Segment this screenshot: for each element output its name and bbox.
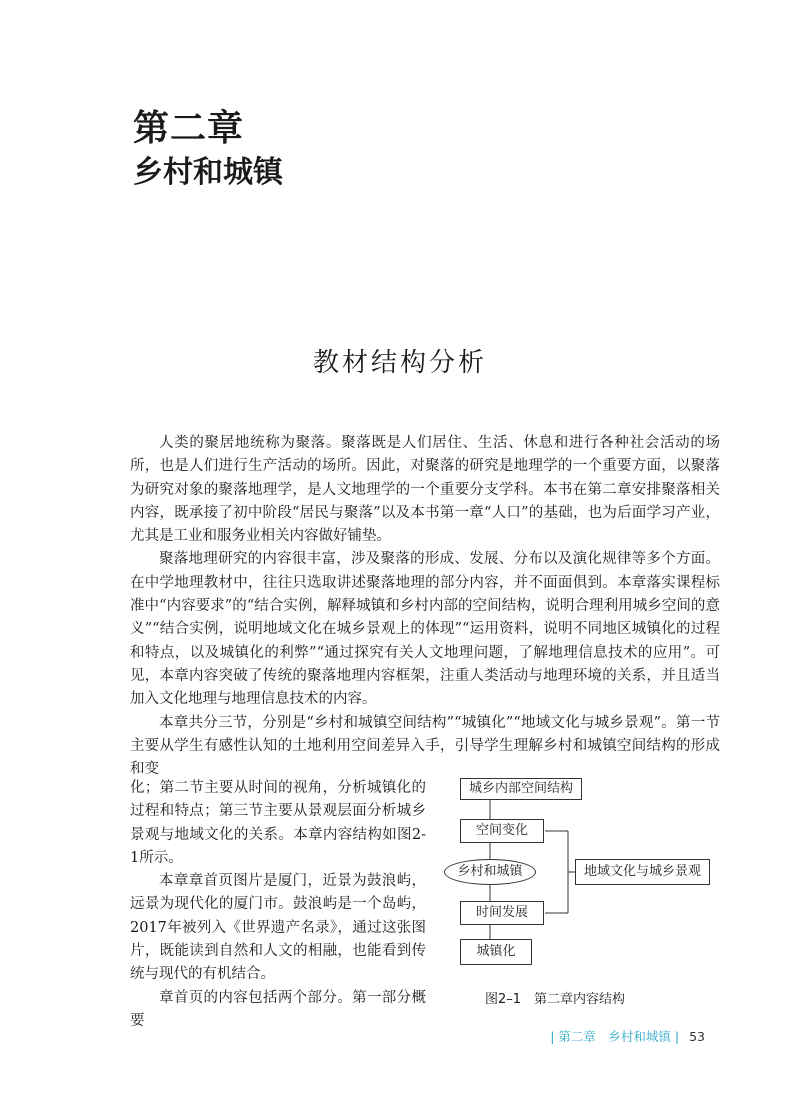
box-spatial-change: 空间变化 <box>460 819 544 843</box>
chapter-title: 乡村和城镇 <box>133 155 283 190</box>
page-footer <box>550 1027 705 1045</box>
paragraph: 化；第二节主要从时间的视角，分析城镇化的过程和特点；第三节主要从景观层面分析城乡景观与地域文化的关系。本章内容结构如图2-1所示。 <box>130 780 426 866</box>
box-time-development: 时间发展 <box>460 901 544 925</box>
footer-chapter-label: | 第二章 乡村和城镇 | <box>550 1029 680 1044</box>
paragraph: 本章章首页图片是厦门，近景为鼓浪屿，远景为现代化的厦门市。鼓浪屿是一个岛屿，2017年被列入《世界遗产名录》，通过这张图片，既能读到自然和人文的相融，也能看到传统与现代的有机结合。 <box>130 873 426 983</box>
box-spatial-structure: 城乡内部空间结构 <box>460 778 582 800</box>
structure-diagram <box>440 775 720 1005</box>
body-text-narrow <box>130 777 426 1033</box>
box-rural-urban: 乡村和城镇 <box>444 859 536 885</box>
paragraph: 本章共分三节，分别是“乡村和城镇空间结构”“城镇化”“地域文化与城乡景观”。第一节主要从学生有感性认知的土地利用空间差异入手，引导学生理解乡村和城镇空间结构的形成和变 <box>130 714 720 778</box>
chapter-number: 第二章 <box>133 108 245 149</box>
box-regional-culture: 地域文化与城乡景观 <box>575 859 710 885</box>
section-heading: 教材结构分析 <box>312 348 487 378</box>
paragraph: 章首页的内容包括两个部分。第一部分概要 <box>130 989 426 1029</box>
body-text <box>130 432 720 781</box>
figure-caption: 图2–1 第二章内容结构 <box>484 992 626 1007</box>
paragraph: 人类的聚居地统称为聚落。聚落既是人们居住、生活、休息和进行各种社会活动的场所，也是人们进行生产活动的场所。因此，对聚落的研究是地理学的一个重要方面，以聚落为研究对象的聚落地理学，是人文地理学的一个重要分支学科。本书在第二章安排聚落相关内容，既承接了初中阶段“居民与聚落”以及本书第一章“人口”的基础，也为后面学习产业，尤其是工业和服务业相关内容做好铺垫。 <box>130 435 720 545</box>
page-number: 53 <box>689 1029 705 1044</box>
box-urbanization: 城镇化 <box>460 939 532 965</box>
paragraph: 聚落地理研究的内容很丰富，涉及聚落的形成、发展、分布以及演化规律等多个方面。在中学地理教材中，往往只选取讲述聚落地理的部分内容，并不面面俱到。本章落实课程标准中“内容要求”的“结合实例，解释城镇和乡村内部的空间结构，说明合理利用城乡空间的意义”“结合实例，说明地域文化在城乡景观上的体现”“运用资料，说明不同地区城镇化的过程和特点，以及城镇化的利弊”“通过探究有关人文地理问题，了解地理信息技术的应用”。可见，本章内容突破了传统的聚落地理内容框架，注重人类活动与地理环境的关系，并且适当加入文化地理与地理信息技术的内容。 <box>130 551 720 708</box>
